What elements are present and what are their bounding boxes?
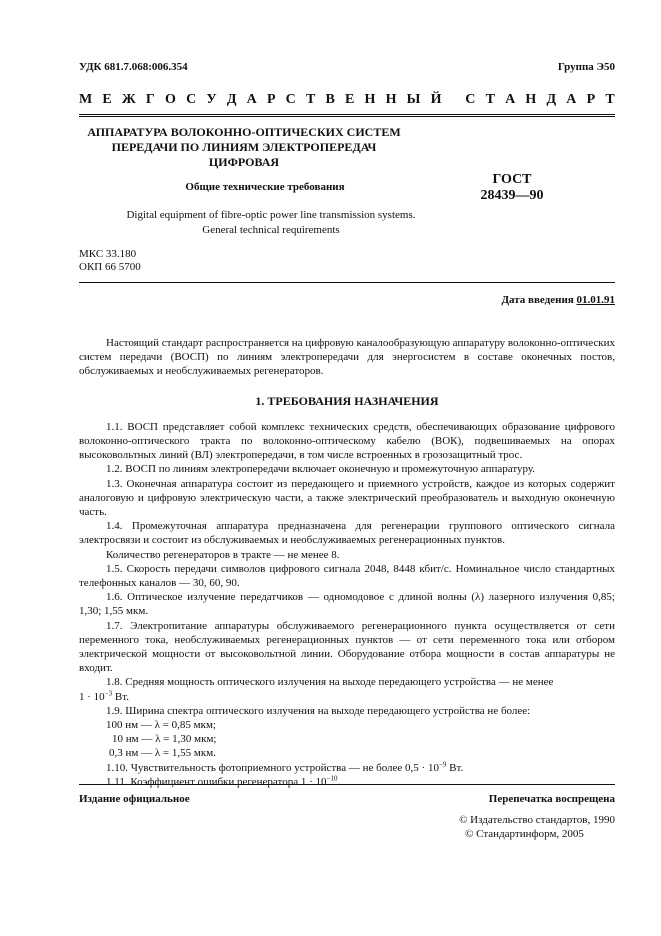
clause-1-7: 1.7. Электропитание аппаратуры обслуживаемого регенерационного пункта осуществляется от сети переменного тока, необслуживаемых регенерационных пунктов — от сети переменного тока или отбором электрической мощности от высоковольтной линии. Оборудование отбора мощности в состав аппаратуры не входит. — [79, 619, 615, 675]
clause-1-3: 1.3. Оконечная аппаратура состоит из передающего и приемного устройств, каждое из которых содержит аналоговую и цифровую электрическую части, а также электрический преобразователь и выходную оконечную часть. — [79, 477, 615, 519]
header-rule-bottom — [79, 116, 615, 117]
reprint-prohibited-label: Перепечатка воспрещена — [488, 793, 615, 805]
document-title — [79, 125, 409, 170]
document-body — [79, 336, 615, 789]
standard-type-letter: А — [566, 92, 577, 107]
standard-type-letter: В — [325, 92, 335, 107]
clause-1-8-exponent: −3 — [104, 689, 113, 698]
mks-code: МКС 33.180 — [79, 248, 137, 260]
official-edition-label: Издание официальное — [79, 793, 190, 805]
clause-1-5: 1.5. Скорость передачи символов цифрового сигнала 2048, 8448 кбит/с. Номинальное число стандартных телефонных каналов — 30, 60, 90. — [79, 562, 615, 590]
standard-type-letter: Ы — [406, 92, 421, 107]
standard-type-letter: М — [79, 92, 93, 107]
standard-type-letter: Г — [145, 92, 155, 107]
header-rule-top — [79, 114, 615, 115]
clause-1-9-line-2: 10 нм — λ = 1,30 мкм; — [112, 733, 217, 746]
clause-1-9-line-1: 100 нм — λ = 0,85 мкм; — [106, 719, 216, 732]
effective-date-label: Дата введения — [501, 294, 577, 306]
classification-codes — [79, 248, 141, 274]
copyright-block — [459, 813, 615, 841]
standard-type-letter: Ж — [121, 92, 136, 107]
clause-1-11-exponent: −10 — [326, 774, 338, 783]
clause-1-1: 1.1. ВОСП представляет собой комплекс технических средств, обеспечивающих образование цифрового волоконно-оптического тракта по волоконно-оптическому кабелю (ВОК), подвешиваемых на опорах высоковольтных линий (ВЛ) электропередачи, в том числе встроенных в грозозащитный трос. — [79, 420, 615, 462]
standard-type-letter: А — [246, 92, 257, 107]
standard-type-letter: Е — [345, 92, 355, 107]
intro-paragraph: Настоящий стандарт распространяется на цифровую каналообразующую аппаратуру волоконно-оптических систем передачи (ВОСП) по линиям электропередачи для энергосистем в составе оконечных постов, обслуживаемых и необслуживаемых регенераторов. — [79, 337, 615, 378]
standard-type-letter: О — [165, 92, 176, 107]
gost-label: ГОСТ — [492, 172, 532, 187]
copyright-2: © Стандартинформ, 2005 — [465, 828, 584, 840]
clause-1-11 — [79, 775, 615, 789]
footer-rule — [79, 784, 615, 785]
title-line-3: ЦИФРОВАЯ — [208, 155, 280, 169]
okp-code: ОКП 66 5700 — [79, 261, 141, 273]
clause-1-8: 1.8. Средняя мощность оптического излучения на выходе передающего устройства — не менее — [106, 676, 554, 689]
effective-date — [501, 294, 615, 306]
clause-1-9-line-3: 0,3 нм — λ = 1,55 мкм. — [109, 747, 216, 760]
standard-type-letter: С — [186, 92, 197, 107]
clause-1-11-text: 1.11. Коэффициент ошибки регенератора 1 · 10 — [106, 775, 327, 788]
clause-1-10-exponent: −9 — [438, 760, 447, 769]
standard-type-letter: Т — [305, 92, 316, 107]
clause-1-10 — [79, 761, 615, 775]
standard-type-letter: Н — [364, 92, 376, 107]
date-rule — [79, 282, 615, 283]
standard-type-letter: Р — [266, 92, 276, 107]
standard-type-letter: Т — [485, 92, 495, 107]
standard-type-letter: Н — [385, 92, 397, 107]
english-title — [79, 208, 463, 238]
standard-type-letter: Р — [586, 92, 596, 107]
clause-1-9: 1.9. Ширина спектра оптического излучения на выходе передающего устройства не более: — [106, 704, 531, 717]
standard-type-letter: Е — [102, 92, 112, 107]
clause-1-11-tail: . — [337, 775, 341, 788]
gost-number: 28439—90 — [480, 188, 544, 203]
clause-1-2: 1.2. ВОСП по линиям электропередачи включает оконечную и промежуточную аппаратуру. — [106, 463, 536, 476]
standard-type-letter — [452, 92, 456, 108]
effective-date-value: 01.01.91 — [576, 294, 615, 306]
clause-1-4: 1.4. Промежуточная аппаратура предназначена для регенерации группового оптического сигнала электросвязи и состоит из обслуживаемых и необслуживаемых регенерационных пунктов. — [79, 520, 615, 547]
standard-type-letter: Д — [546, 92, 557, 107]
standard-type-letter: А — [505, 92, 516, 107]
standard-type-letter: С — [285, 92, 296, 107]
standard-type-letter: Н — [525, 92, 537, 107]
document-subtitle: Общие технические требования — [185, 181, 345, 193]
group-code: Группа Э50 — [557, 61, 615, 73]
clause-1-10-unit: Вт. — [446, 761, 464, 774]
standard-type-letter: Д — [226, 92, 237, 107]
clause-1-10-text: 1.10. Чувствительность фотоприемного устройства — не более 0,5 · 10 — [106, 761, 439, 774]
standard-type-letter: С — [465, 92, 476, 107]
gost-designation — [472, 172, 552, 204]
english-title-line-2: General technical requirements — [202, 224, 340, 236]
title-line-2: ПЕРЕДАЧИ ПО ЛИНИЯМ ЭЛЕКТРОПЕРЕДАЧ — [111, 140, 377, 154]
udk-code: УДК 681.7.068:006.354 — [79, 61, 188, 73]
title-line-1: АППАРАТУРА ВОЛОКОННО-ОПТИЧЕСКИХ СИСТЕМ — [87, 125, 401, 139]
english-title-line-1: Digital equipment of fibre-optic power line transmission systems. — [126, 209, 416, 221]
section-1-heading: 1. ТРЕБОВАНИЯ НАЗНАЧЕНИЯ — [255, 393, 439, 408]
standard-type-letter: Т — [605, 92, 615, 107]
standard-type-heading — [79, 92, 615, 108]
clause-1-4-regenerators: Количество регенераторов в тракте — не менее 8. — [106, 548, 340, 561]
clause-1-8-unit: Вт. — [112, 690, 129, 703]
standard-type-letter: У — [206, 92, 217, 107]
clause-1-8-base: 1 · 10 — [79, 690, 105, 703]
clause-1-6: 1.6. Оптическое излучение передатчиков — одномодовое с длиной волны (λ) лазерного излучения 0,85; 1,30; 1,55 мкм. — [79, 591, 615, 618]
clause-1-8-value — [79, 690, 615, 704]
copyright-1: © Издательство стандартов, 1990 — [459, 814, 615, 826]
standard-type-letter: Й — [430, 92, 442, 107]
